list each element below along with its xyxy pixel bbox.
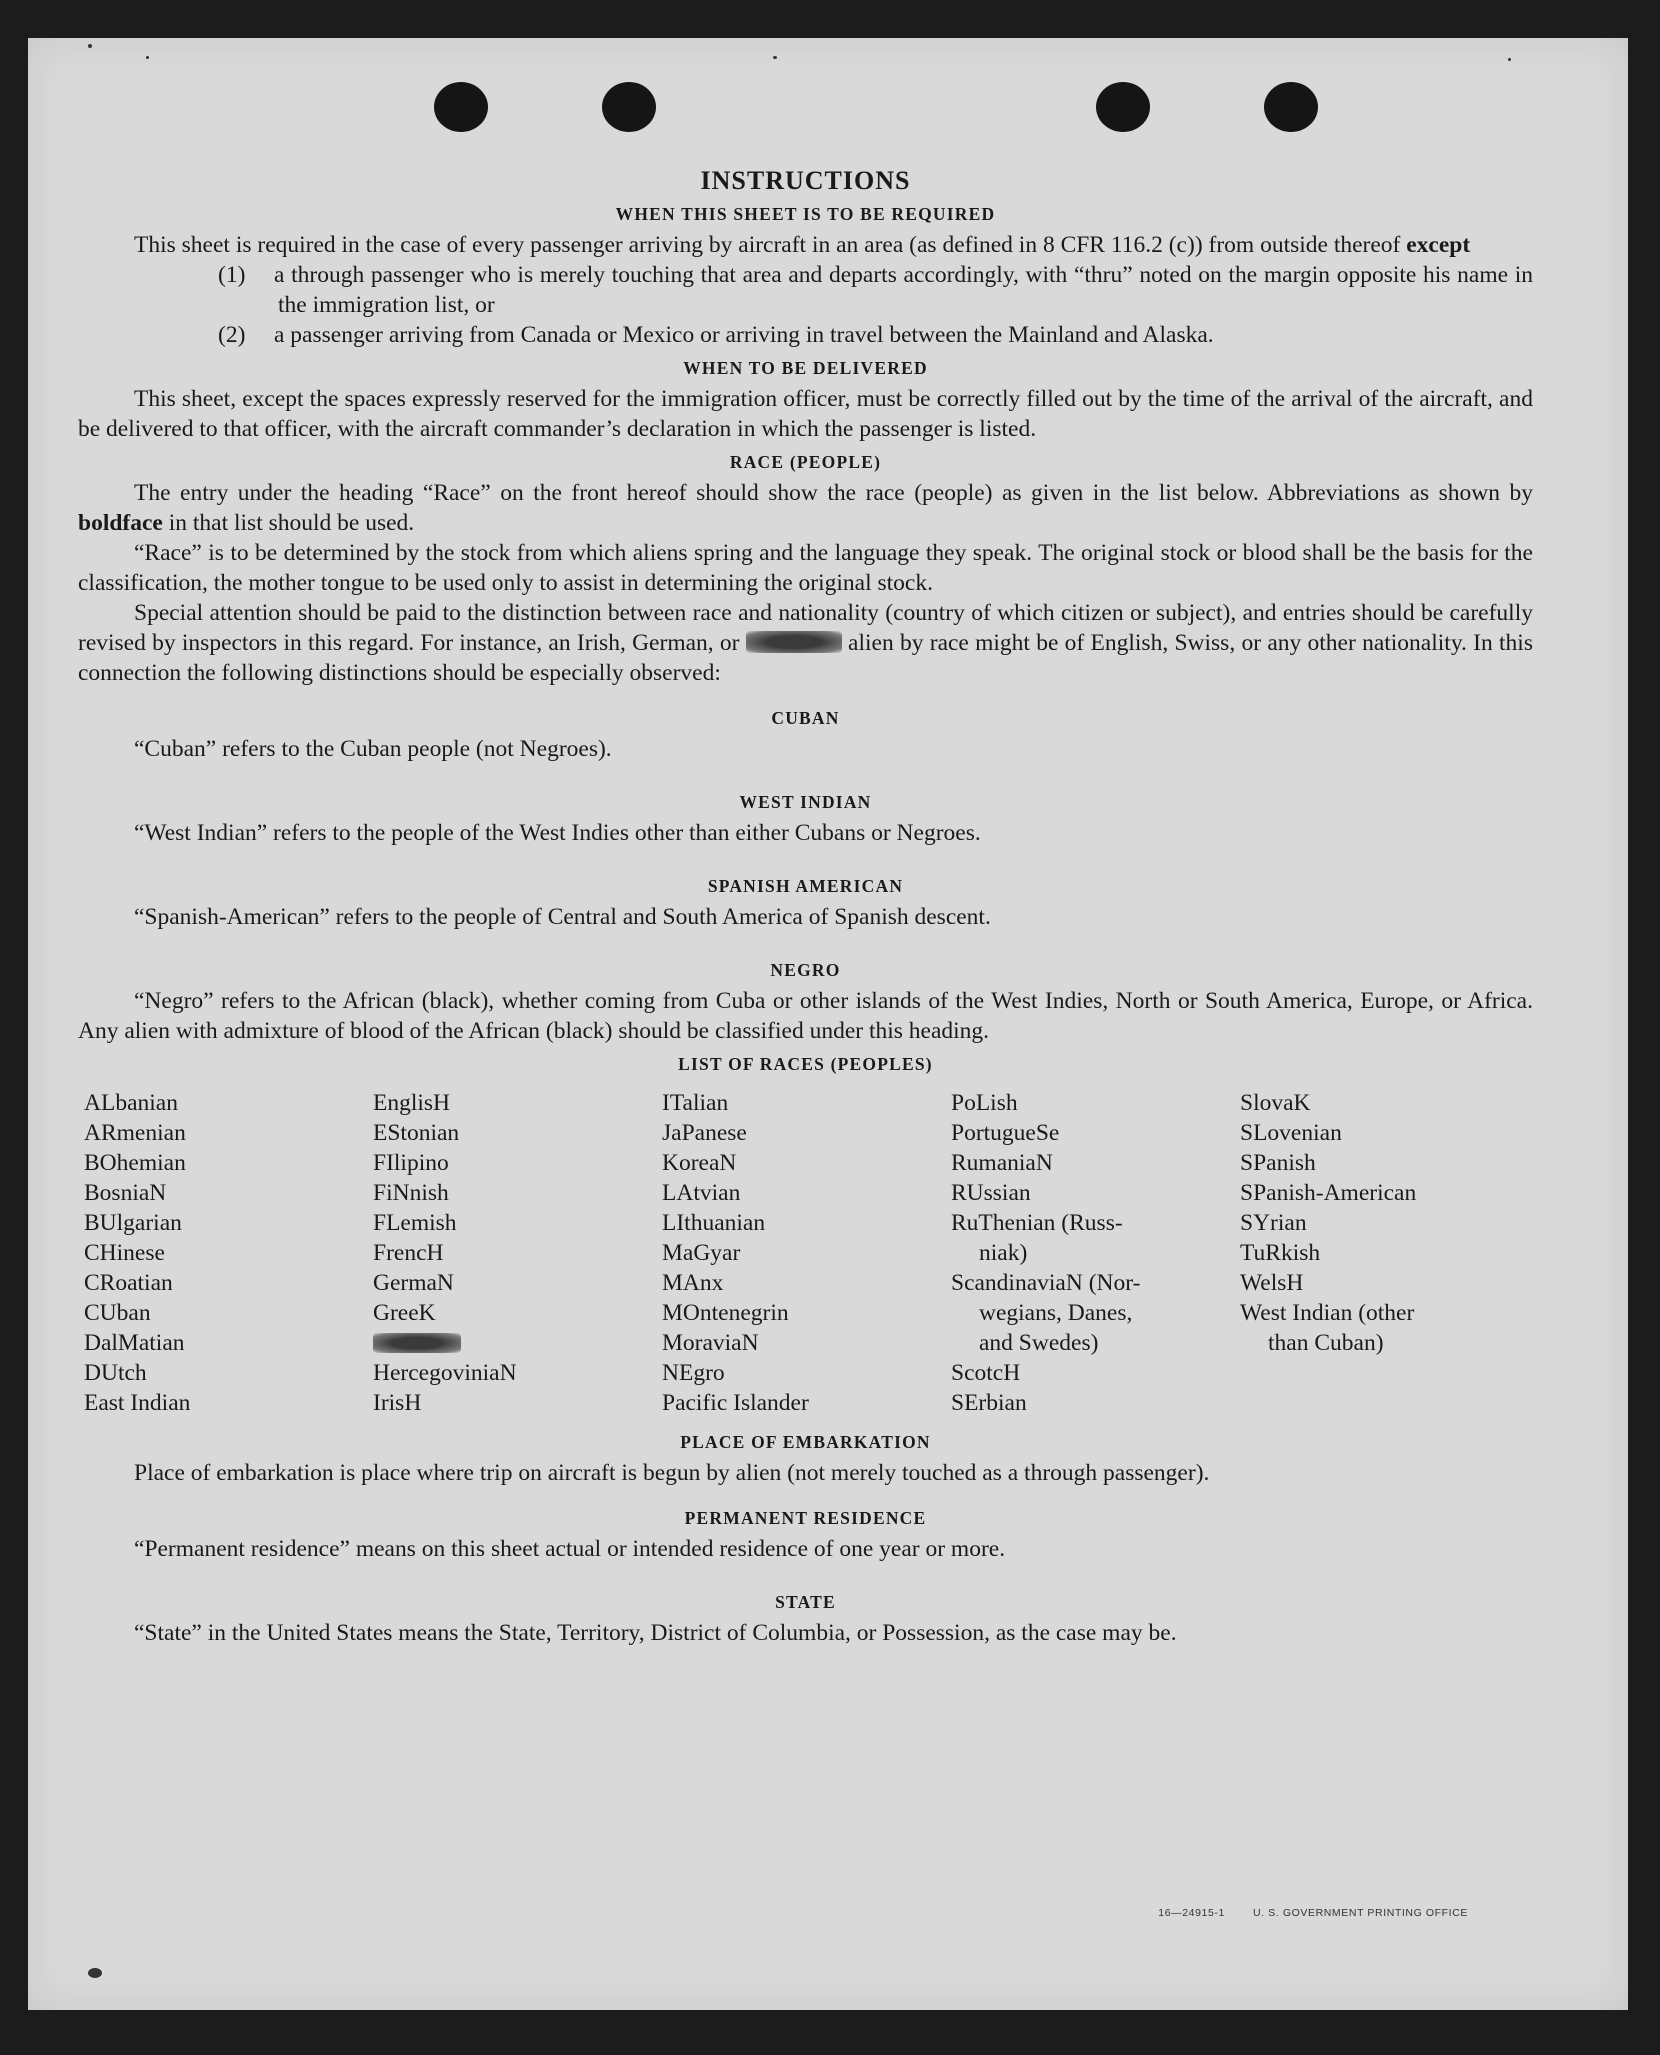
document-sheet <box>28 38 1628 2010</box>
race-paragraph-2: “Race” is to be determined by the stock from which aliens spring and the language they speak. The original stock or blood shall be the basis for the classification, the mother tongue to be used only to assist in determining the original stock. <box>78 540 1533 596</box>
race-entry: West Indian (other <box>1240 1300 1415 1326</box>
race-entry-continued: and Swedes) <box>979 1330 1099 1356</box>
section-heading-race: RACE (PEOPLE) <box>729 452 882 472</box>
race-entry: Pacific Islander <box>662 1390 809 1416</box>
race-entry: FIlipino <box>373 1150 449 1176</box>
section-heading-spanish-american: SPANISH AMERICAN <box>707 876 904 896</box>
race-entry: CUban <box>84 1300 151 1326</box>
race-entry: IrisH <box>373 1390 422 1416</box>
races-column-3 <box>662 1088 951 1418</box>
exception-item-1: (1) a through passenger who is merely touching that area and departs accordingly, with “thru” noted on the margin opposite his name in the immigration list, or <box>218 262 1533 318</box>
race-entry: East Indian <box>84 1390 191 1416</box>
race-entry: PortugueSe <box>951 1120 1060 1146</box>
race-entry: DalMatian <box>84 1330 185 1356</box>
embarkation-paragraph: Place of embarkation is place where trip on aircraft is begun by alien (not merely touched as a through passenger). <box>134 1460 1210 1486</box>
races-column-1 <box>84 1088 373 1418</box>
race-entry: SYrian <box>1240 1210 1307 1236</box>
race-entry: FLemish <box>373 1210 457 1236</box>
race-entry-continued: niak) <box>979 1240 1028 1266</box>
race-entry: RUssian <box>951 1180 1031 1206</box>
races-column-4 <box>951 1088 1240 1418</box>
when-required-paragraph: This sheet is required in the case of every passenger arriving by aircraft in an area (as defined in 8 CFR 116.2 (c)) from outside thereof except <box>134 232 1471 258</box>
punch-hole-1 <box>434 82 488 132</box>
redacted-word <box>746 631 842 653</box>
punch-hole-3 <box>1096 82 1150 132</box>
race-entry: DUtch <box>84 1360 147 1386</box>
section-heading-cuban: CUBAN <box>771 708 840 728</box>
race-entry: RumaniaN <box>951 1150 1053 1176</box>
race-entry: HercegoviniaN <box>373 1360 517 1386</box>
west-indian-paragraph: “West Indian” refers to the people of the West Indies other than either Cubans or Negroes. <box>134 820 981 846</box>
race-entry: MoraviaN <box>662 1330 759 1356</box>
race-entry: JaPanese <box>662 1120 747 1146</box>
race-entry: TuRkish <box>1240 1240 1321 1266</box>
race-entry: CHinese <box>84 1240 165 1266</box>
section-heading-embarkation: PLACE OF EMBARKATION <box>680 1432 931 1452</box>
page-title: INSTRUCTIONS <box>700 166 911 195</box>
section-heading-residence: PERMANENT RESIDENCE <box>684 1508 927 1528</box>
race-entry: MaGyar <box>662 1240 741 1266</box>
race-entry: FrencH <box>373 1240 444 1266</box>
race-entry: SlovaK <box>1240 1090 1311 1116</box>
punch-hole-2 <box>602 82 656 132</box>
race-entry: ScandinaviaN (Nor- <box>951 1270 1141 1296</box>
race-entry: MAnx <box>662 1270 724 1296</box>
race-entry: KoreaN <box>662 1150 737 1176</box>
races-column-5 <box>1240 1088 1540 1418</box>
race-entry: MOntenegrin <box>662 1300 789 1326</box>
race-entry: RuThenian (Russ- <box>951 1210 1123 1236</box>
negro-paragraph: “Negro” refers to the African (black), whether coming from Cuba or other islands of the West Indies, North or South America, Europe, or Africa. Any alien with admixture of blood of the African (black) should be classified under this heading. <box>78 988 1533 1044</box>
section-heading-west-indian: WEST INDIAN <box>739 792 872 812</box>
race-paragraph-1: The entry under the heading “Race” on the front hereof should show the race (people) as given in the list below. Abbreviations as shown by boldface in that list should be used. <box>78 480 1533 536</box>
race-entry: GreeK <box>373 1300 436 1326</box>
race-entry-continued: wegians, Danes, <box>979 1300 1133 1326</box>
race-entry: EnglisH <box>373 1090 451 1116</box>
cuban-paragraph: “Cuban” refers to the Cuban people (not Negroes). <box>134 736 612 762</box>
form-number: 16—24915-1 <box>1158 1907 1225 1919</box>
section-heading-negro: NEGRO <box>770 960 841 980</box>
section-heading-when-delivered: WHEN TO BE DELIVERED <box>683 358 928 378</box>
race-entry: SPanish-American <box>1240 1180 1417 1206</box>
race-entry: LIthuanian <box>662 1210 766 1236</box>
race-entry: SPanish <box>1240 1150 1316 1176</box>
race-entry: PoLish <box>951 1090 1018 1116</box>
race-entry: FiNnish <box>373 1180 449 1206</box>
race-entry: SLovenian <box>1240 1120 1342 1146</box>
section-heading-list-of-races: LIST OF RACES (PEOPLES) <box>678 1054 933 1074</box>
race-entry: CRoatian <box>84 1270 173 1296</box>
race-entry: ScotcH <box>951 1360 1021 1386</box>
section-heading-when-required: WHEN THIS SHEET IS TO BE REQUIRED <box>615 204 996 224</box>
race-entry: WelsH <box>1240 1270 1304 1296</box>
redacted-word <box>373 1333 461 1353</box>
race-entry: GermaN <box>373 1270 454 1296</box>
race-entry: BosniaN <box>84 1180 167 1206</box>
race-entry: ALbanian <box>84 1090 178 1116</box>
race-entry: BOhemian <box>84 1150 186 1176</box>
exception-item-2: (2) a passenger arriving from Canada or Mexico or arriving in travel between the Mainland and Alaska. <box>218 322 1214 348</box>
state-paragraph: “State” in the United States means the State, Territory, District of Columbia, or Possession, as the case may be. <box>134 1620 1177 1646</box>
race-entry: SErbian <box>951 1390 1027 1416</box>
punch-hole-4 <box>1264 82 1318 132</box>
spanish-american-paragraph: “Spanish-American” refers to the people of Central and South America of Spanish descent. <box>134 904 991 930</box>
when-delivered-paragraph: This sheet, except the spaces expressly reserved for the immigration officer, must be correctly filled out by the time of the arrival of the aircraft, and be delivered to that officer, with the aircraft commander’s declaration in which the passenger is listed. <box>78 386 1533 442</box>
races-column-2 <box>373 1088 662 1418</box>
race-paragraph-3: Special attention should be paid to the distinction between race and nationality (country of which citizen or subject), and entries should be carefully revised by inspectors in this regard. For instance, an Irish, German, or alien by race might be of English, Swiss, or any other nationality. In this connection the following distinctions should be especially observed: <box>78 600 1533 686</box>
residence-paragraph: “Permanent residence” means on this sheet actual or intended residence of one year or more. <box>134 1536 1006 1562</box>
race-entry: ITalian <box>662 1090 729 1116</box>
races-list <box>84 1088 1533 1418</box>
race-entry: LAtvian <box>662 1180 741 1206</box>
race-entry-continued: than Cuban) <box>1268 1330 1384 1356</box>
race-entry-redacted <box>373 1328 662 1358</box>
footer-imprint <box>1158 1907 1468 1919</box>
race-entry: EStonian <box>373 1120 460 1146</box>
race-entry: BUlgarian <box>84 1210 182 1236</box>
race-entry: ARmenian <box>84 1120 186 1146</box>
race-entry: NEgro <box>662 1360 725 1386</box>
section-heading-state: STATE <box>775 1592 836 1612</box>
instructions-content <box>78 166 1533 1648</box>
printer-imprint: U. S. GOVERNMENT PRINTING OFFICE <box>1252 1907 1468 1919</box>
